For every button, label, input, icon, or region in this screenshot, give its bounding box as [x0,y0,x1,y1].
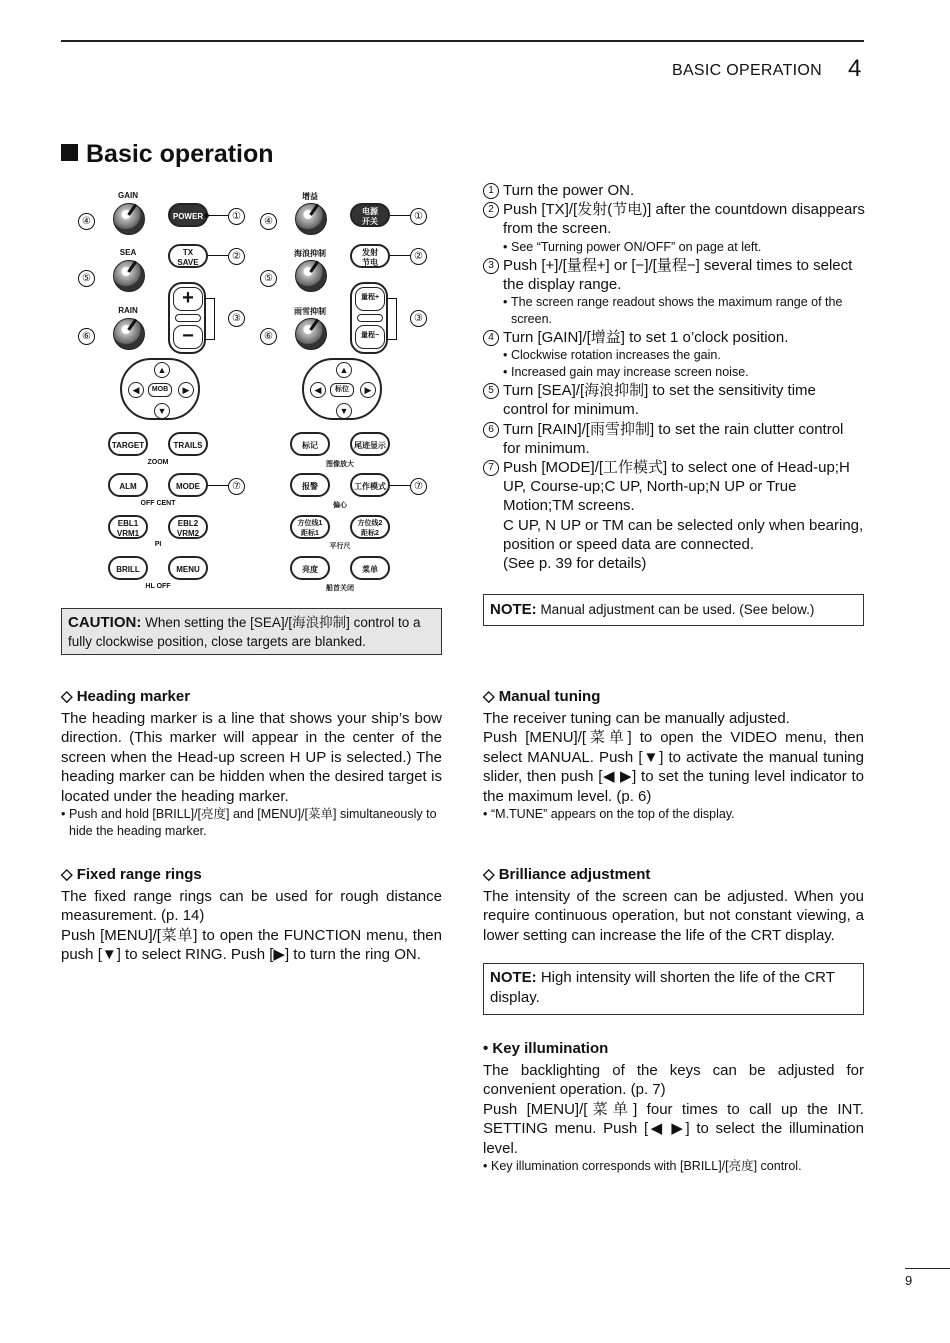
mode-button-cn[interactable]: 工作模式 [350,473,390,497]
callout-7: ⑦ [228,478,245,495]
range-plus-button[interactable]: + [173,287,203,311]
alm-button[interactable]: ALM [108,473,148,497]
manual-tuning-body-2: Push [MENU]/[菜单] to open the VIDEO menu, then select MANUAL. Push [▼] to activate the manual tuning slider, then push [◀ ▶] to set the tuning level indicator to the maximum level. (p. 6) [483,729,864,805]
step-5: 5 Turn [SEA]/[海浪抑制] to set the sensitivity time control for minimum. [483,381,865,419]
key-illumination-body-2: Push [MENU]/[菜单] four times to call up the INT. SETTING menu. Push [◀ ▶] to select the illumination level. [483,1100,864,1157]
manual-tuning-section [483,687,864,823]
rain-knob[interactable] [113,318,145,350]
range-divider [175,314,201,322]
note-manual-adjust: NOTE: Manual adjustment can be used. (See below.) [483,594,864,626]
target-button-cn[interactable]: 标记 [290,432,330,456]
heading-marker-body: The heading marker is a line that shows your ship’s bow direction. (This marker will appear in the center of the screen when the Head-up screen H UP is selected.) The heading marker can be hidden when the desired target is located under the heading marker. [61,710,442,805]
range-minus-button[interactable]: − [173,325,203,349]
range-minus-button-cn[interactable]: 量程− [355,325,385,349]
brilliance-title: ◇ Brilliance adjustment [483,866,651,883]
rain-label-cn: 雨雪抑制 [294,307,326,316]
pi-group-label-cn: 平行尺 [329,543,351,550]
fixed-rings-body-2: Push [MENU]/[菜单] to open the FUNCTION menu, then push [▼] to select RING. Push [▶] to turn the ring ON. [61,926,442,964]
heading-marker-bullet: • Push and hold [BRILL]/[亮度] and [MENU]/[菜单] simultaneously to hide the heading marker. [61,806,442,840]
page-title: Basic operation [61,140,274,169]
leader-line [208,485,228,486]
hl-off-group-label-cn: 船首关闭 [326,585,354,592]
gain-label: GAIN [118,191,138,200]
key-illumination-section [483,1040,864,1175]
ebl1-button-cn[interactable]: 方位线1 距标1 [290,515,330,539]
top-rule [61,40,864,42]
sea-label-cn: 海浪抑制 [294,249,326,258]
zoom-group-label-cn: 图像放大 [326,461,354,468]
heading-marker-title: ◇ Heading marker [61,688,191,705]
cursor-pad-cn [302,358,382,420]
off-cent-group-label: OFF CENT [140,500,176,507]
step-7-condition: C UP, N UP or TM can be selected only when bearing, position or speed data are connected. [503,516,864,553]
note-high-intensity: NOTE: High intensity will shorten the life of the CRT display. [483,963,864,1015]
manual-tuning-title: ◇ Manual tuning [483,688,601,705]
callout-5: ⑤ [78,270,95,287]
menu-button-cn[interactable]: 菜单 [350,556,390,580]
leader-line [390,255,410,256]
tx-button-cn[interactable]: 发射 节电 [350,244,390,268]
heading-marker-section [61,687,442,840]
power-button-cn[interactable]: 电源 开关 [350,203,390,227]
power-button[interactable]: POWER [168,203,208,227]
arrow-up-icon[interactable]: ▲ [154,362,170,378]
callout-2-cn: ② [410,248,427,265]
caution-box: CAUTION: When setting the [SEA]/[海浪抑制] control to a fully clockwise position, close targets are blanked. [61,608,442,655]
leader-line [208,215,228,216]
arrow-right-icon[interactable]: ▶ [360,382,376,398]
arrow-right-icon[interactable]: ▶ [178,382,194,398]
step-7-reference: (See p. 39 for details) [503,555,647,573]
panel-english [78,188,248,588]
callout-2: ② [228,248,245,265]
manual-tuning-bullet: • “M.TUNE” appears on the top of the display. [483,806,864,823]
sea-knob[interactable] [113,260,145,292]
callout-7-cn: ⑦ [410,478,427,495]
step-3: 3 Push [+]/[量程+] or [−]/[量程−] several times to select the display range. [483,256,865,294]
callout-6: ⑥ [78,328,95,345]
alm-button-cn[interactable]: 报警 [290,473,330,497]
mode-button[interactable]: MODE [168,473,208,497]
key-illumination-body-1: The backlighting of the keys can be adjusted for convenient operation. (p. 7) [483,1062,864,1099]
chapter-number: 4 [848,55,862,82]
manual-tuning-body-1: The receiver tuning can be manually adjusted. [483,710,790,727]
rain-label: RAIN [118,306,138,315]
step-6: 6 Turn [RAIN]/[雨雪抑制] to set the rain clutter control for minimum. [483,420,865,458]
mob-button[interactable]: MOB [148,383,172,397]
range-keys [168,282,206,354]
leader-bracket [386,298,397,340]
section-header: BASIC OPERATION [671,62,822,79]
range-plus-button-cn[interactable]: 量程+ [355,287,385,311]
steps-list [483,181,865,573]
key-illumination-bullet: • Key illumination corresponds with [BRILL]/[亮度] control. [483,1158,864,1175]
leader-line [390,485,410,486]
sea-label: SEA [119,248,137,257]
pi-group-label: PI [154,541,162,548]
square-bullet-icon [61,144,78,161]
gain-label-cn: 增益 [302,192,318,201]
brilliance-section [483,865,864,945]
callout-1-cn: ① [410,208,427,225]
fixed-rings-section [61,865,442,965]
callout-3: ③ [228,310,245,327]
callout-4-cn: ④ [260,213,277,230]
arrow-down-icon[interactable]: ▼ [336,403,352,419]
ebl2-button-cn[interactable]: 方位线2 距标2 [350,515,390,539]
step-4: 4 Turn [GAIN]/[增益] to set 1 o’clock position. [483,328,865,347]
ebl1-button[interactable]: EBL1 VRM1 [108,515,148,539]
bottom-rule [905,1268,950,1269]
callout-6-cn: ⑥ [260,328,277,345]
mob-button-cn[interactable]: 标位 [330,383,354,397]
panel-chinese [260,188,430,592]
fixed-rings-title: ◇ Fixed range rings [61,866,202,883]
brill-button-cn[interactable]: 亮度 [290,556,330,580]
brilliance-body: The intensity of the screen can be adjusted. When you require continuous operation, but not constant viewing, a lower setting can increase the life of the CRT display. [483,888,864,944]
range-divider [357,314,383,322]
arrow-up-icon[interactable]: ▲ [336,362,352,378]
leader-line [390,215,410,216]
range-keys-cn [350,282,388,354]
hl-off-group-label: HL OFF [145,583,171,590]
step-2-note: • See “Turning power ON/OFF” on page at left. [483,239,865,256]
callout-4: ④ [78,213,95,230]
callout-5-cn: ⑤ [260,270,277,287]
page-number: 9 [905,1273,913,1288]
trails-button[interactable]: TRAILS [168,432,208,456]
gain-knob-cn[interactable] [295,203,327,235]
brill-button[interactable]: BRILL [108,556,148,580]
arrow-left-icon[interactable]: ◀ [310,382,326,398]
step-4-note-1: • Clockwise rotation increases the gain. [483,347,865,364]
step-7: 7 Push [MODE]/[工作模式] to select one of Head-up;H UP, Course-up;C UP, North-up;N UP or True Motion;TM screens. [483,458,865,516]
ebl2-button[interactable]: EBL2 VRM2 [168,515,208,539]
sea-knob-cn[interactable] [295,260,327,292]
step-2: 2 Push [TX]/[发射(节电)] after the countdown disappears from the screen. [483,200,865,238]
tx-button[interactable]: TX SAVE [168,244,208,268]
gain-knob[interactable] [113,203,145,235]
trails-button-cn[interactable]: 尾迹显示 [350,432,390,456]
step-4-note-2: • Increased gain may increase screen noise. [483,364,865,381]
arrow-down-icon[interactable]: ▼ [154,403,170,419]
callout-1: ① [228,208,245,225]
key-illumination-title: • Key illumination [483,1040,609,1057]
off-cent-group-label-cn: 偏心 [333,502,347,509]
leader-bracket [204,298,215,340]
target-button[interactable]: TARGET [108,432,148,456]
callout-3-cn: ③ [410,310,427,327]
step-3-note: • The screen range readout shows the maximum range of the screen. [483,294,865,328]
zoom-group-label: ZOOM [147,459,169,466]
step-1: 1 Turn the power ON. [483,181,865,200]
leader-line [208,255,228,256]
cursor-pad [120,358,200,420]
fixed-rings-body-1: The fixed range rings can be used for rough distance measurement. (p. 14) [61,888,442,925]
rain-knob-cn[interactable] [295,318,327,350]
menu-button[interactable]: MENU [168,556,208,580]
arrow-left-icon[interactable]: ◀ [128,382,144,398]
